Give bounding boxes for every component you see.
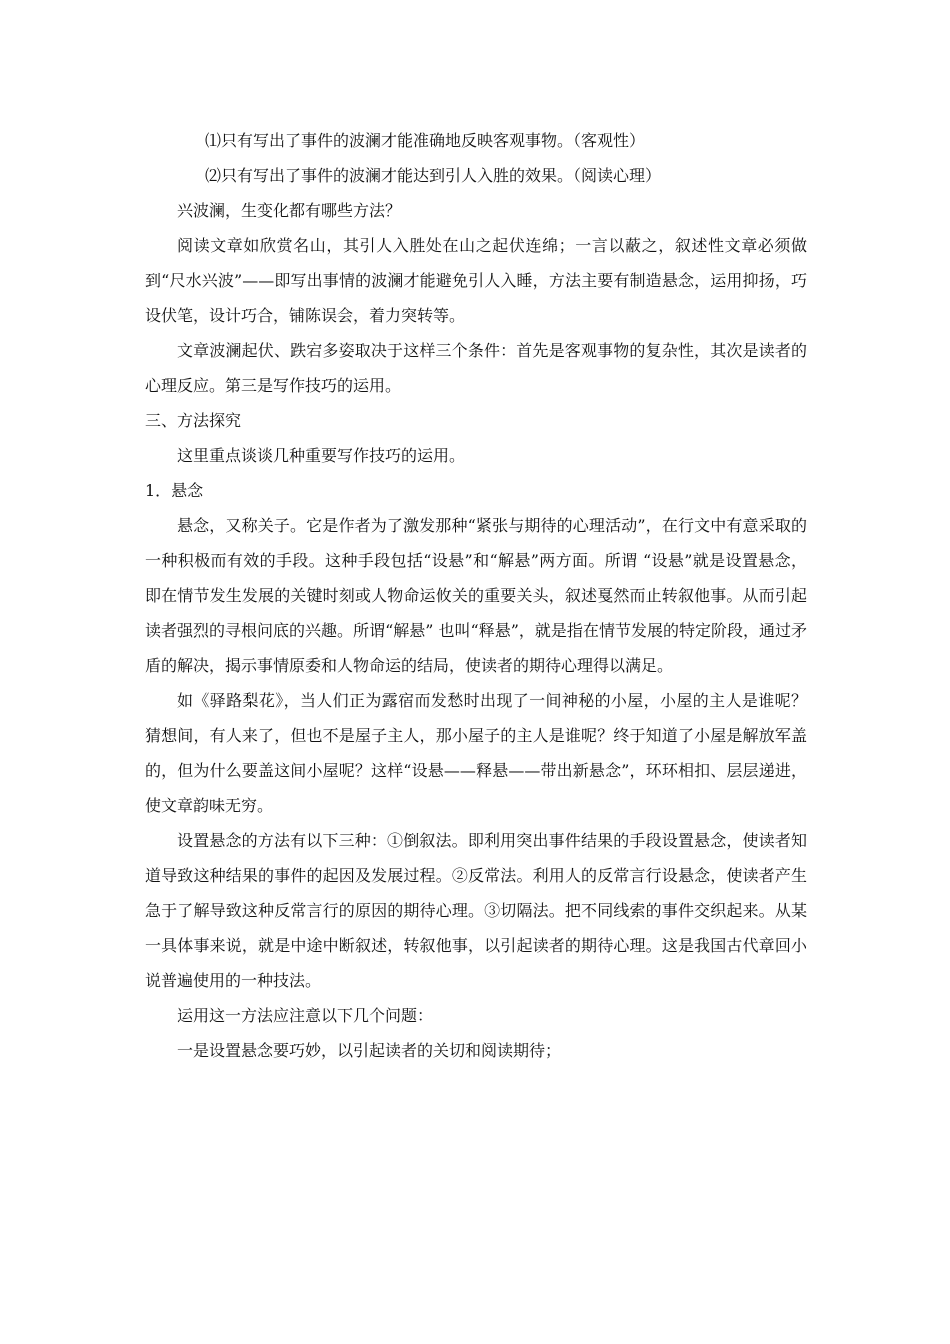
- paragraph-point-1: ⑴只有写出了事件的波澜才能准确地反映客观事物。（客观性）: [205, 131, 646, 150]
- subsection-heading: 1．悬念: [145, 481, 204, 500]
- paragraph-intro: 这里重点谈谈几种重要写作技巧的运用。: [177, 446, 466, 465]
- document-body: [145, 123, 807, 1068]
- section-heading: 三、方法探究: [145, 411, 242, 430]
- paragraph-methods: 阅读文章如欣赏名山，其引人入胜处在山之起伏连绵；一言以蔽之，叙述性文章必须做到“尺水兴波”——即写出事情的波澜才能避免引人入睡，方法主要有制造悬念，运用抑扬，巧设伏笔，设计巧合，铺陈误会，着力突转等。: [145, 236, 807, 325]
- paragraph-question: 兴波澜，生变化都有哪些方法？: [177, 201, 402, 220]
- paragraph-suspense-definition: 悬念，又称关子。它是作者为了激发那种“紧张与期待的心理活动”，在行文中有意采取的一种积极而有效的手段。这种手段包括“设悬”和“解悬”两方面。所谓 “设悬”就是设置悬念，即在情节发生发展的关键时刻或人物命运攸关的重要关头，叙述戛然而止转叙他事。从而引起读者强烈的寻根问底的兴趣。所谓“解悬” 也叫“释悬”，就是指在情节发展的特定阶段，通过矛盾的解决，揭示事情原委和人物命运的结局，使读者的期待心理得以满足。: [145, 516, 807, 675]
- paragraph-note-1: 一是设置悬念要巧妙，以引起读者的关切和阅读期待；: [177, 1041, 562, 1060]
- paragraph-notes-intro: 运用这一方法应注意以下几个问题：: [177, 1006, 434, 1025]
- paragraph-point-2: ⑵只有写出了事件的波澜才能达到引人入胜的效果。（阅读心理）: [205, 166, 662, 185]
- paragraph-conditions: 文章波澜起伏、跌宕多姿取决于这样三个条件：首先是客观事物的复杂性，其次是读者的心理反应。第三是写作技巧的运用。: [145, 341, 807, 395]
- paragraph-example: 如《驿路梨花》，当人们正为露宿而发愁时出现了一间神秘的小屋，小屋的主人是谁呢？猜想间，有人来了，但也不是屋子主人，那小屋子的主人是谁呢？终于知道了小屋是解放军盖的，但为什么要盖这间小屋呢？这样“设悬——释悬——带出新悬念”，环环相扣、层层递进，使文章韵味无穷。: [145, 691, 807, 815]
- paragraph-suspense-methods: 设置悬念的方法有以下三种：①倒叙法。即利用突出事件结果的手段设置悬念，使读者知道导致这种结果的事件的起因及发展过程。②反常法。利用人的反常言行设悬念，使读者产生急于了解导致这种反常言行的原因的期待心理。③切隔法。把不同线索的事件交织起来。从某一具体事来说，就是中途中断叙述，转叙他事，以引起读者的期待心理。这是我国古代章回小说普遍使用的一种技法。: [145, 831, 807, 990]
